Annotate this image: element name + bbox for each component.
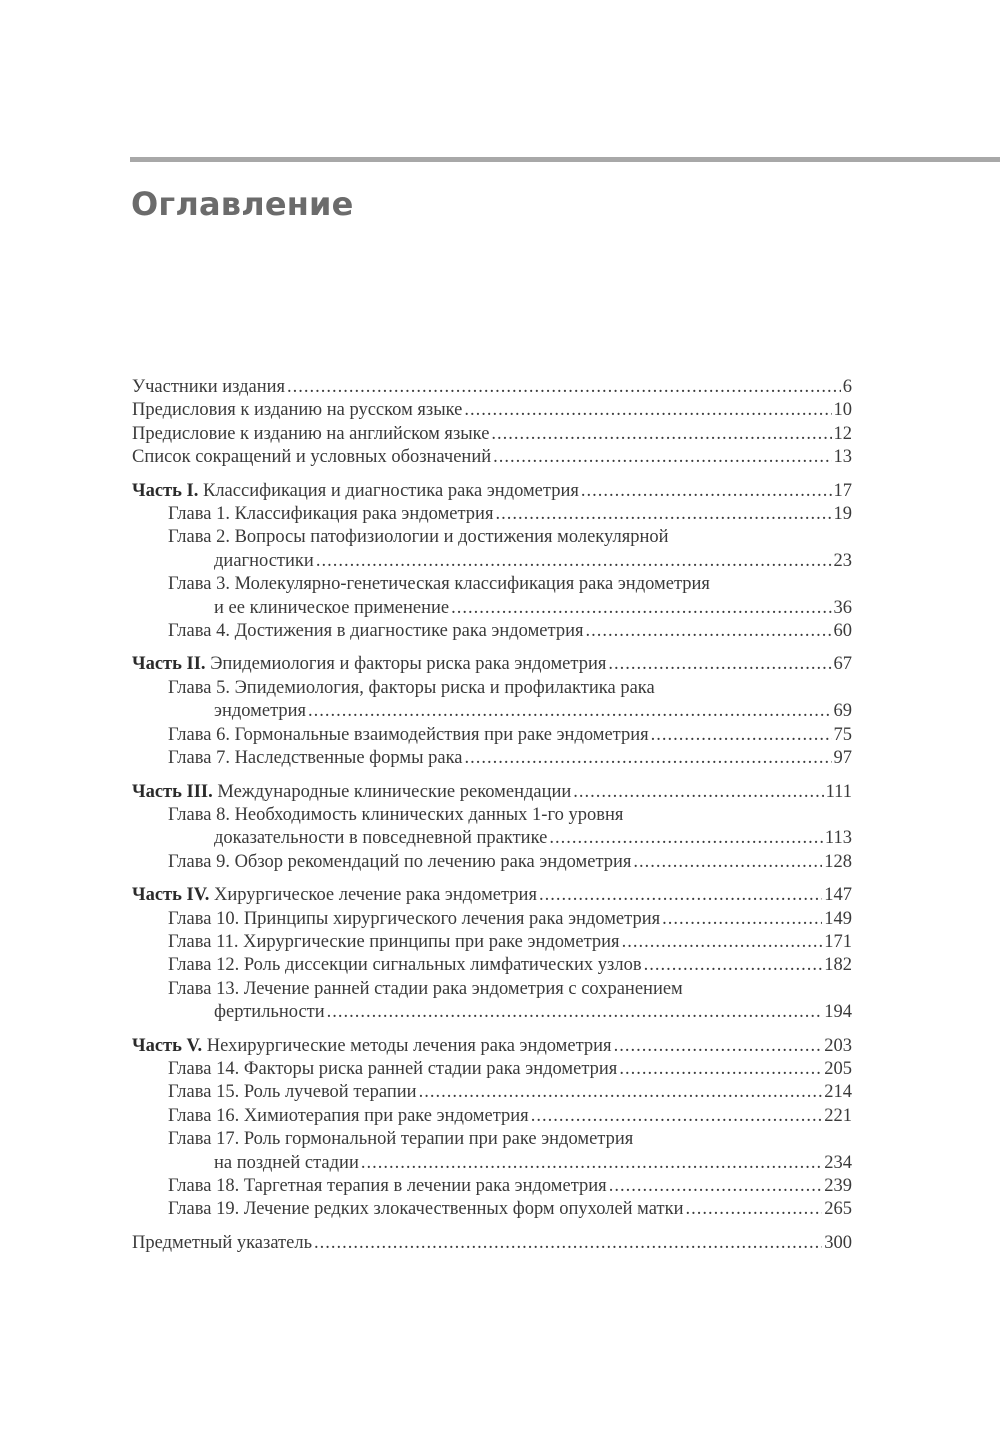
toc-page-number: 111 xyxy=(825,781,852,802)
toc-page-number: 147 xyxy=(824,885,852,906)
toc-page-number: 113 xyxy=(824,828,852,849)
toc-page-number: 171 xyxy=(824,931,852,952)
chapter-title-continued: фертильности xyxy=(214,1002,325,1023)
toc-entry-russian-preface[interactable] xyxy=(132,399,852,422)
toc-chapter-19[interactable] xyxy=(132,1198,852,1221)
chapter-title: Глава 4. Достижения в диагностике рака эндометрия xyxy=(168,621,584,642)
toc-part-5[interactable] xyxy=(132,1035,852,1058)
leader-dots xyxy=(614,1035,823,1058)
leader-dots xyxy=(539,884,822,907)
part-title: Классификация и диагностика рака эндометрия xyxy=(202,480,579,501)
chapter-title: Глава 7. Наследственные формы рака xyxy=(168,748,463,769)
leader-dots xyxy=(651,724,832,747)
top-rule xyxy=(130,157,1000,162)
toc-chapter-1[interactable] xyxy=(132,503,852,526)
leader-dots xyxy=(608,653,831,676)
leader-dots xyxy=(327,1001,823,1024)
leader-dots xyxy=(549,827,823,850)
chapter-title: Глава 12. Роль диссекции сигнальных лимфатических узлов xyxy=(168,955,642,976)
leader-dots xyxy=(685,1198,822,1221)
toc-entry-title: Список сокращений и условных обозначений xyxy=(132,447,492,468)
toc-page-number: 221 xyxy=(824,1105,852,1126)
chapter-title-continued: на поздней стадии xyxy=(214,1152,359,1173)
toc-page-number: 17 xyxy=(833,480,852,501)
toc-chapter-14[interactable] xyxy=(132,1058,852,1081)
chapter-title: Глава 18. Таргетная терапия в лечении рака эндометрия xyxy=(168,1176,607,1196)
leader-dots xyxy=(451,597,831,620)
leader-dots xyxy=(609,1175,823,1198)
chapter-title: Глава 3. Молекулярно-генетическая классификация рака эндометрия xyxy=(168,574,710,595)
chapter-title-continued: доказательности в повседневной практике xyxy=(214,828,548,849)
part-label: Часть II. xyxy=(132,654,206,675)
toc-page-number: 23 xyxy=(833,550,852,571)
leader-dots xyxy=(573,781,823,804)
table-of-contents xyxy=(132,376,852,1255)
toc-chapter-7[interactable] xyxy=(132,747,852,770)
chapter-title: Глава 13. Лечение ранней стадии рака эндометрия с сохранением xyxy=(168,978,683,999)
chapter-title: Глава 2. Вопросы патофизиологии и достижения молекулярной xyxy=(168,527,669,548)
chapter-title: Глава 16. Химиотерапия при раке эндометрия xyxy=(168,1105,529,1126)
toc-page-number: 234 xyxy=(824,1152,852,1173)
leader-dots xyxy=(585,620,831,643)
toc-page-number: 10 xyxy=(833,400,852,421)
toc-chapter-8[interactable] xyxy=(132,804,852,851)
toc-chapter-18[interactable] xyxy=(132,1175,852,1198)
leader-dots xyxy=(581,480,832,503)
toc-chapter-10[interactable] xyxy=(132,908,852,931)
chapter-title-continued: и ее клиническое применение xyxy=(214,597,450,618)
toc-page-number: 149 xyxy=(824,908,852,929)
leader-dots xyxy=(419,1081,823,1104)
toc-chapter-3[interactable] xyxy=(132,573,852,620)
chapter-title: Глава 11. Хирургические принципы при раке эндометрия xyxy=(168,931,620,952)
toc-page-number: 239 xyxy=(824,1176,852,1196)
toc-entry-title: Предисловия к изданию на русском языке xyxy=(132,400,463,421)
chapter-title: Глава 9. Обзор рекомендаций по лечению рака эндометрия xyxy=(168,851,632,872)
toc-page-number: 75 xyxy=(833,724,852,745)
leader-dots xyxy=(619,1058,822,1081)
leader-dots xyxy=(287,376,841,399)
toc-page-number: 97 xyxy=(833,748,852,769)
toc-chapter-15[interactable] xyxy=(132,1081,852,1104)
toc-chapter-5[interactable] xyxy=(132,677,852,724)
part-label: Часть III. xyxy=(132,781,213,802)
toc-page-number: 36 xyxy=(833,597,852,618)
part-title: Нехирургические методы лечения рака эндометрия xyxy=(206,1035,612,1056)
toc-page-number: 194 xyxy=(824,1002,852,1023)
toc-part-2[interactable] xyxy=(132,653,852,676)
toc-chapter-17[interactable] xyxy=(132,1128,852,1175)
toc-page-number: 265 xyxy=(824,1199,852,1220)
chapter-title: Глава 14. Факторы риска ранней стадии рака эндометрия xyxy=(168,1058,618,1079)
toc-chapter-16[interactable] xyxy=(132,1105,852,1128)
leader-dots xyxy=(308,700,831,723)
toc-part-4[interactable] xyxy=(132,884,852,907)
part-label: Часть I. xyxy=(132,480,199,501)
chapter-title: Глава 17. Роль гормональной терапии при раке эндометрия xyxy=(168,1129,634,1150)
part-title: Международные клинические рекомендации xyxy=(217,781,572,802)
toc-entry-abbreviations[interactable] xyxy=(132,446,852,469)
toc-chapter-9[interactable] xyxy=(132,851,852,874)
leader-dots xyxy=(314,1232,822,1255)
leader-dots xyxy=(361,1152,822,1175)
toc-page-number: 67 xyxy=(833,654,852,675)
part-label: Часть IV. xyxy=(132,885,210,906)
toc-page-number: 182 xyxy=(824,955,852,976)
toc-page-number: 128 xyxy=(824,851,852,872)
chapter-title: Глава 19. Лечение редких злокачественных форм опухолей матки xyxy=(168,1199,684,1220)
toc-page-number: 12 xyxy=(833,423,852,444)
toc-chapter-4[interactable] xyxy=(132,620,852,643)
toc-entry-contributors[interactable] xyxy=(132,376,852,399)
chapter-title: Глава 5. Эпидемиология, факторы риска и профилактика рака xyxy=(168,677,655,698)
chapter-title: Глава 1. Классификация рака эндометрия xyxy=(168,504,494,525)
toc-entry-title: Предисловие к изданию на английском языке xyxy=(132,423,490,444)
leader-dots xyxy=(644,954,823,977)
chapter-title: Глава 6. Гормональные взаимодействия при раке эндометрия xyxy=(168,724,649,745)
leader-dots xyxy=(622,931,823,954)
toc-page-number: 203 xyxy=(824,1035,852,1056)
leader-dots xyxy=(493,446,831,469)
leader-dots xyxy=(531,1105,823,1128)
leader-dots xyxy=(491,423,831,446)
toc-chapter-11[interactable] xyxy=(132,931,852,954)
toc-part-3[interactable] xyxy=(132,781,852,804)
toc-page-number: 300 xyxy=(824,1232,852,1253)
toc-chapter-2[interactable] xyxy=(132,526,852,573)
leader-dots xyxy=(316,550,832,573)
part-title: Хирургическое лечение рака эндометрия xyxy=(213,885,537,906)
page-title: Оглавление xyxy=(131,185,354,223)
toc-page-number: 205 xyxy=(824,1058,852,1079)
toc-part-1[interactable] xyxy=(132,480,852,503)
chapter-title: Глава 15. Роль лучевой терапии xyxy=(168,1082,417,1103)
toc-page-number: 13 xyxy=(833,447,852,468)
leader-dots xyxy=(495,503,831,526)
toc-page-number: 214 xyxy=(824,1082,852,1103)
chapter-title: Глава 8. Необходимость клинических данных 1-го уровня xyxy=(168,804,624,825)
toc-page-number: 6 xyxy=(842,377,852,397)
chapter-title: Глава 10. Принципы хирургического лечения рака эндометрия xyxy=(168,908,661,929)
chapter-title-continued: диагностики xyxy=(214,550,314,571)
toc-chapter-13[interactable] xyxy=(132,978,852,1025)
toc-entry-title: Участники издания xyxy=(132,377,286,397)
toc-page-number: 60 xyxy=(833,621,852,642)
toc-page-number: 19 xyxy=(833,504,852,525)
part-title: Эпидемиология и факторы риска рака эндометрия xyxy=(210,654,607,675)
toc-entry-title: Предметный указатель xyxy=(132,1232,313,1253)
toc-chapter-12[interactable] xyxy=(132,954,852,977)
toc-chapter-6[interactable] xyxy=(132,724,852,747)
toc-entry-subject-index[interactable] xyxy=(132,1232,852,1255)
toc-page-number: 69 xyxy=(833,701,852,722)
leader-dots xyxy=(662,908,822,931)
leader-dots xyxy=(633,851,822,874)
part-label: Часть V. xyxy=(132,1035,203,1056)
toc-entry-english-preface[interactable] xyxy=(132,423,852,446)
leader-dots xyxy=(465,747,832,770)
leader-dots xyxy=(464,399,831,422)
chapter-title-continued: эндометрия xyxy=(214,701,307,722)
